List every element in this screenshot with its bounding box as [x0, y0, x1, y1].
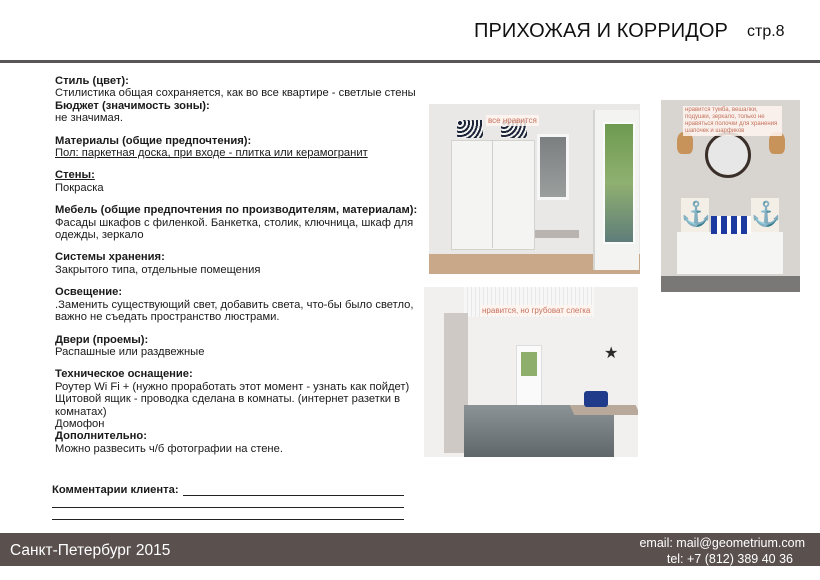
section-text: Домофон [55, 417, 105, 430]
section-furniture [55, 204, 425, 241]
section-heading: Мебель (общие предпочтения по производителям, материалам): [55, 204, 418, 217]
section-lighting [55, 286, 425, 323]
comment-line[interactable] [52, 508, 404, 520]
section-style [55, 75, 425, 100]
client-comments [52, 484, 404, 520]
comment-line[interactable] [183, 485, 404, 496]
photo-note: нравится, но грубоват слегка [482, 306, 591, 315]
section-heading: Системы хранения: [55, 251, 165, 264]
section-heading: Стиль (цвет): [55, 75, 129, 87]
corridor-photo [424, 287, 638, 457]
section-doors [55, 334, 425, 359]
section-text: Фасады шкафов с филенкой. Банкетка, столик, ключница, шкаф для одежды, зеркало [55, 216, 414, 242]
section-text: Покраска [55, 181, 104, 194]
section-heading: Освещение: [55, 286, 123, 299]
comments-label: Комментарии клиента: [52, 484, 179, 496]
section-heading: Дополнительно: [55, 430, 147, 443]
section-text: не значимая. [55, 112, 123, 125]
section-text: Стилистика общая сохраняется, как во все квартире - светлые стены [55, 87, 416, 100]
bench [535, 230, 579, 238]
brief-content [55, 75, 425, 455]
footer-bar [0, 533, 820, 566]
section-text: Пол: паркетная доска, при входе - плитка или керамогранит [55, 147, 368, 160]
footer-city: Санкт-Петербург 2015 [10, 542, 171, 559]
comment-line[interactable] [52, 496, 404, 508]
anchor-icon: ⚓ [751, 201, 781, 228]
section-materials [55, 135, 425, 160]
section-text: .Заменить существующий свет, добавить света, что-бы было светло, важно не съедать пространство люстрами. [55, 298, 414, 324]
section-additional [55, 430, 425, 455]
section-text: Роутер Wi Fi + (нужно проработать этот момент - узнать как пойдет) [55, 380, 410, 393]
door [516, 345, 542, 407]
header-divider [0, 60, 820, 63]
anchor-icon: ⚓ [681, 201, 711, 228]
section-tech [55, 368, 425, 430]
section-budget [55, 100, 425, 125]
section-heading: Материалы (общие предпочтения): [55, 134, 252, 147]
hallway-cabinets-photo [429, 104, 640, 274]
photo-note: нравится тумба, вешалки, подушки, зеркало, только не нравяться полочки для хранения шапочек и шарфиков [683, 106, 782, 136]
star-icon: ★ [604, 345, 619, 362]
wardrobe [451, 140, 535, 250]
section-storage [55, 251, 425, 276]
section-heading: Техническое оснащение: [55, 368, 193, 381]
section-text: Распашные или раздвежные [55, 345, 205, 358]
photo-note: все нравится [488, 116, 537, 125]
footer-contacts [639, 535, 805, 567]
window [537, 134, 569, 200]
section-text: Можно развесить ч/б фотографии на стене. [55, 442, 283, 455]
page-title: ПРИХОЖАЯ И КОРРИДОР [474, 20, 728, 42]
section-heading: Бюджет (значимость зоны): [55, 99, 210, 112]
section-heading: Двери (проемы): [55, 333, 149, 346]
round-mirror [705, 132, 751, 178]
contact-phone[interactable]: tel: +7 (812) 389 40 36 [666, 552, 793, 566]
section-text: Закрытого типа, отдельные помещения [55, 263, 261, 276]
bench [677, 232, 783, 274]
anchor-bench-photo [661, 100, 800, 292]
contact-email[interactable]: email: mail@geometrium.com [639, 536, 805, 550]
page-number: стр.8 [747, 23, 785, 40]
section-heading: Стены: [55, 169, 95, 182]
section-walls [55, 169, 425, 194]
section-text: Щитовой ящик - проводка сделана в комнаты. (интернет разетки в комнатах) [55, 393, 401, 418]
